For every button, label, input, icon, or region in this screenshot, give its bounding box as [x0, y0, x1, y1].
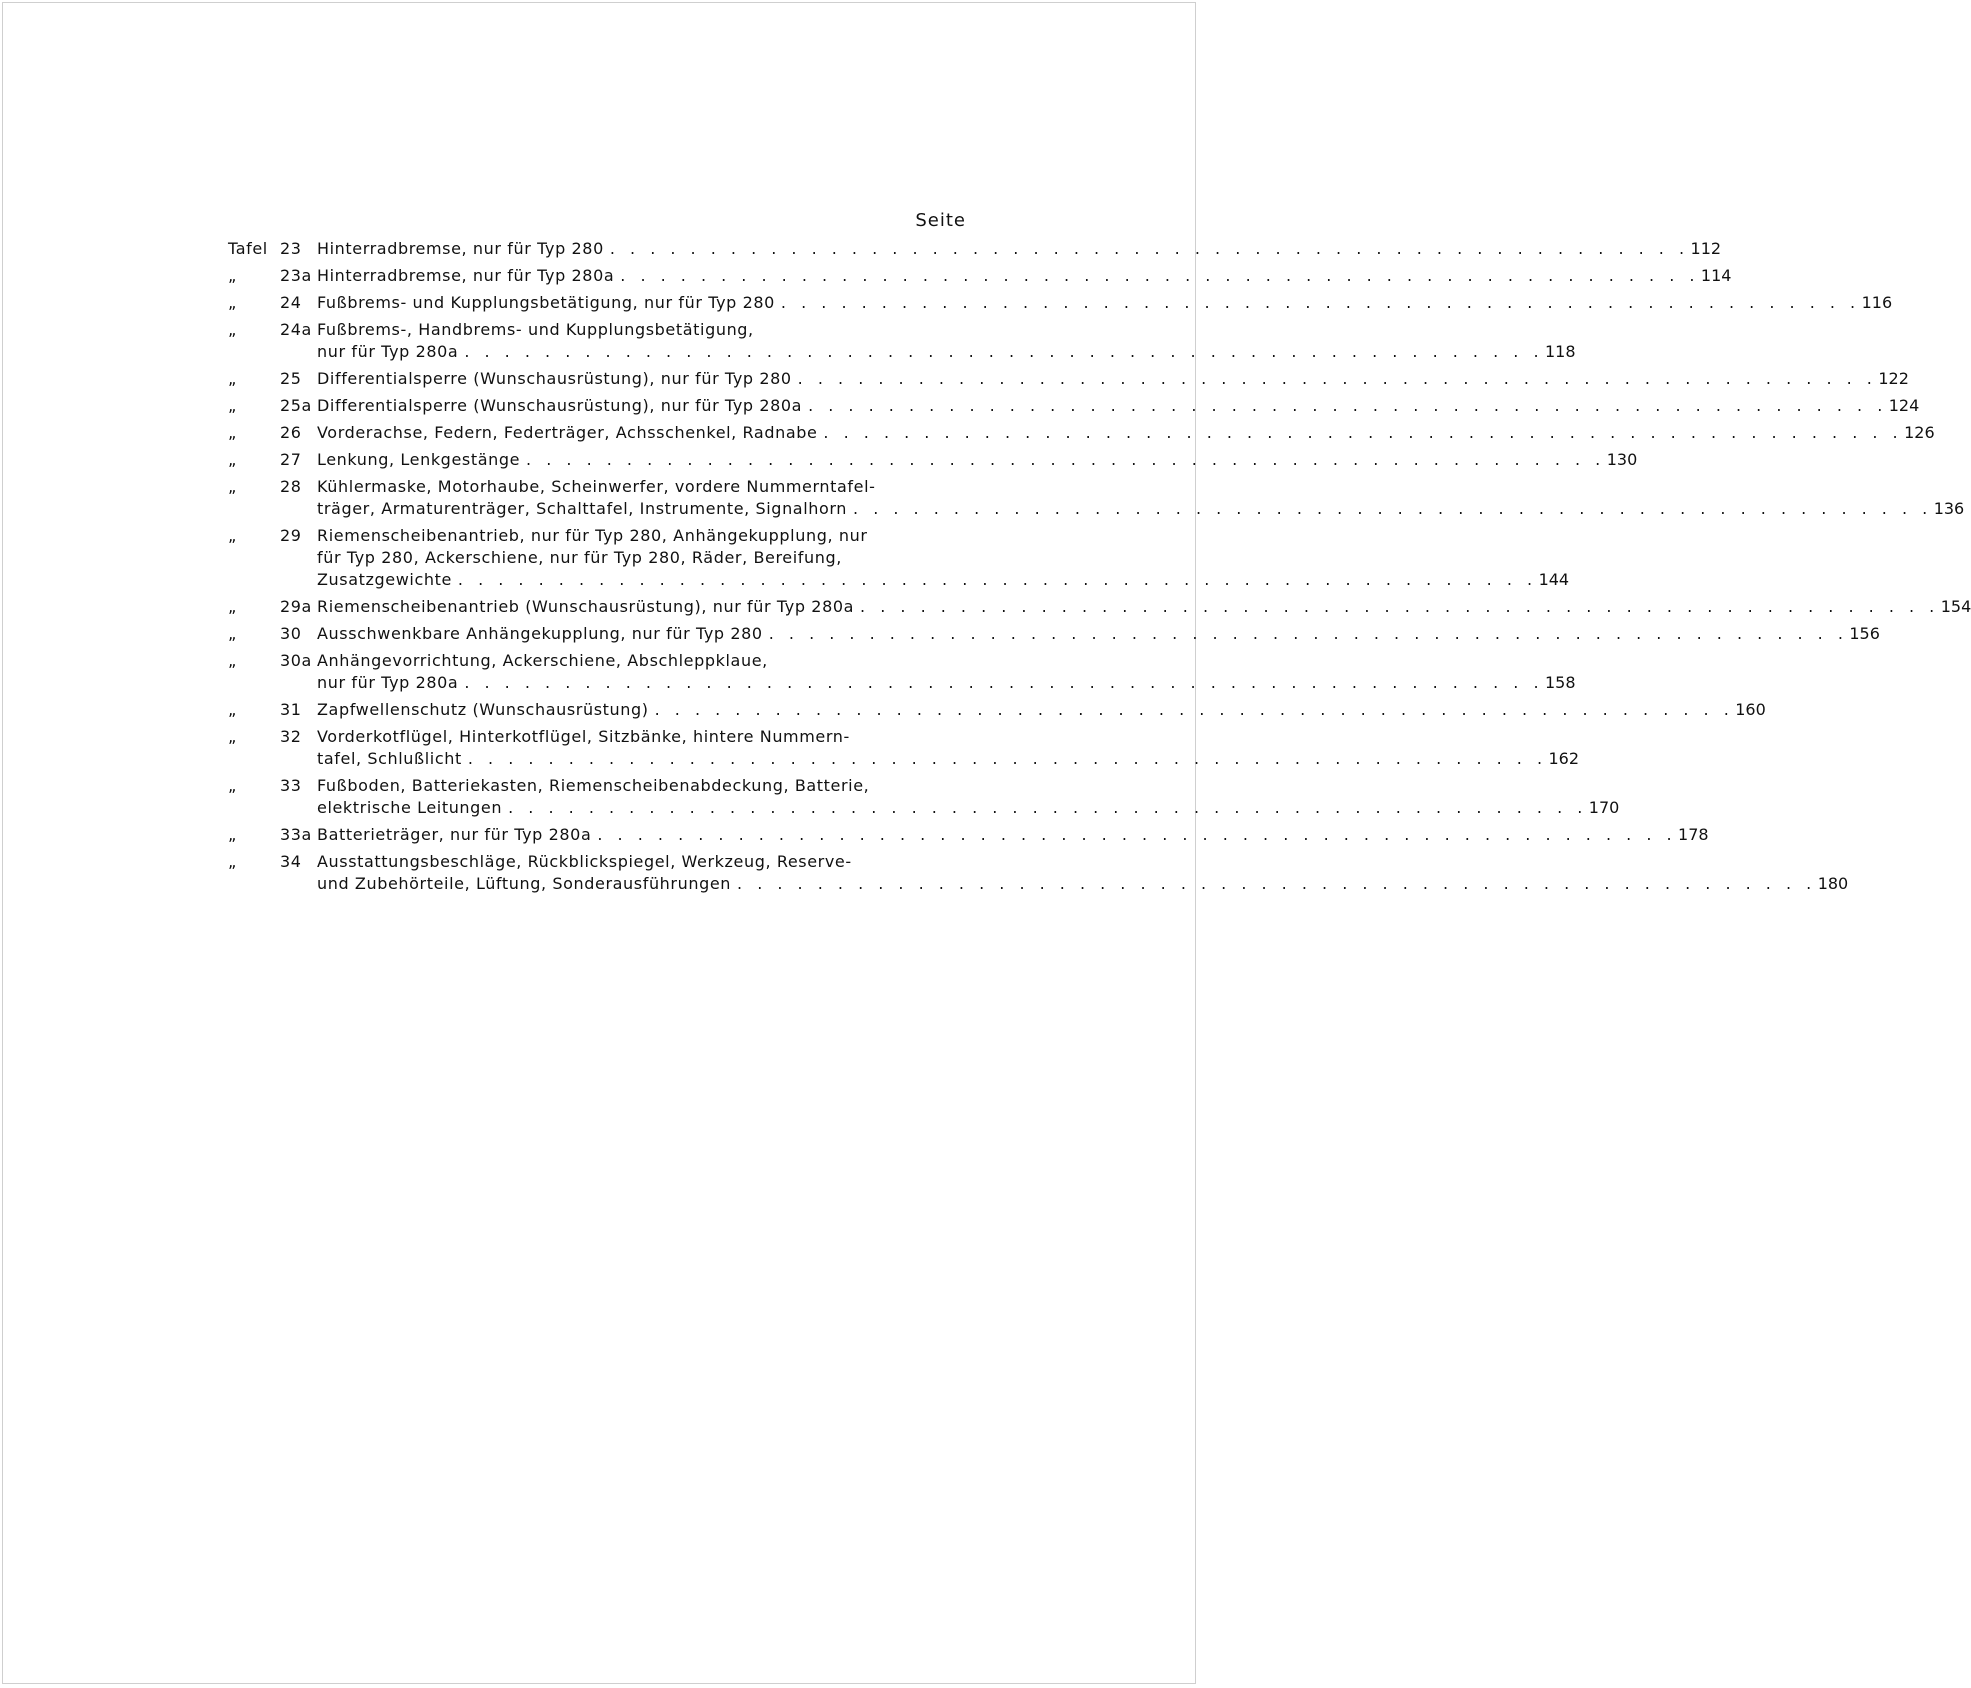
toc-entry-line	[317, 449, 1638, 471]
toc-entry-title: Batterieträger, nur für Typ 280a	[317, 825, 592, 844]
toc-entry-title: Vorderachse, Federn, Federträger, Achsschenkel, Radnabe	[317, 423, 818, 442]
toc-prefix: „	[228, 624, 237, 643]
toc-entry-body	[317, 596, 1971, 618]
toc-entry-line	[317, 368, 1909, 390]
dot-leader: . . . . . . . . . . . . . . . . . . . . . . . . . . . . . . . . . . . . . . . . . . . . . . . . . . . . . .	[464, 673, 1544, 692]
toc-entry-line	[317, 650, 966, 672]
toc-prefix: „	[228, 369, 237, 388]
page-number: 144	[1538, 570, 1570, 589]
page-number: 112	[1690, 239, 1722, 258]
toc-entry-body	[317, 623, 1880, 645]
page-number: 118	[1544, 342, 1576, 361]
tafel-number: 34	[280, 852, 302, 871]
tafel-number: 32	[280, 727, 302, 746]
toc-entry-title: und Zubehörteile, Lüftung, Sonderausführungen	[317, 874, 732, 893]
toc-prefix: „	[228, 651, 237, 670]
dot-leader: . . . . . . . . . . . . . . . . . . . . . . . . . . . . . . . . . . . . . . . . . . . . . . . . . . . . . .	[853, 499, 1933, 518]
tafel-number: 23	[280, 239, 302, 258]
dot-leader: . . . . . . . . . . . . . . . . . . . . . . . . . . . . . . . . . . . . . . . . . . . . . . . . . . . . . .	[780, 293, 1861, 312]
toc-entry-title: Anhängevorrichtung, Ackerschiene, Abschleppklaue,	[317, 651, 768, 670]
toc-entry	[228, 775, 1620, 819]
page-number: 122	[1878, 369, 1909, 388]
toc-entry	[228, 292, 1893, 314]
toc-entry-line	[317, 873, 1849, 895]
tafel-number: 33a	[280, 825, 312, 844]
toc-entry-title: Kühlermaske, Motorhaube, Scheinwerfer, vordere Nummerntafel-	[317, 477, 876, 496]
dot-leader: . . . . . . . . . . . . . . . . . . . . . . . . . . . . . . . . . . . . . . . . . . . . . . . . . . . . . .	[860, 597, 1940, 616]
toc-prefix: „	[228, 825, 237, 844]
seite-header: Seite	[915, 210, 966, 231]
page-number: 124	[1888, 396, 1920, 415]
toc-entry	[228, 525, 1570, 591]
toc-entry-line	[317, 422, 1935, 444]
toc-entry	[228, 623, 1880, 645]
dot-leader: . . . . . . . . . . . . . . . . . . . . . . . . . . . . . . . . . . . . . . . . . . . . . . . . . . . . . .	[768, 624, 1848, 643]
tafel-number: 30a	[280, 651, 312, 670]
toc-prefix: „	[228, 597, 237, 616]
toc-entry	[228, 449, 1638, 471]
dot-leader: . . . . . . . . . . . . . . . . . . . . . . . . . . . . . . . . . . . . . . . . . . . . . . . . . . . . . .	[823, 423, 1903, 442]
table-of-contents	[228, 210, 1971, 900]
dot-leader: . . . . . . . . . . . . . . . . . . . . . . . . . . . . . . . . . . . . . . . . . . . . . . . . . . . . . .	[597, 825, 1677, 844]
toc-entry	[228, 395, 1920, 417]
toc-prefix: „	[228, 852, 237, 871]
toc-entry	[228, 699, 1766, 721]
toc-entry	[228, 851, 1849, 895]
page-number: 180	[1817, 874, 1849, 893]
toc-entry-body	[317, 395, 1920, 417]
toc-entry-line	[317, 748, 1580, 770]
toc-entry-line	[317, 341, 1576, 363]
toc-entry-title: Fußboden, Batteriekasten, Riemenscheibenabdeckung, Batterie,	[317, 776, 870, 795]
toc-entry-line	[317, 569, 1570, 591]
toc-entry-line	[317, 238, 1722, 260]
dot-leader: . . . . . . . . . . . . . . . . . . . . . . . . . . . . . . . . . . . . . . . . . . . . . . . . . . . . . .	[654, 700, 1734, 719]
toc-entry	[228, 265, 1732, 287]
toc-entry-title: Differentialsperre (Wunschausrüstung), nur für Typ 280a	[317, 396, 803, 415]
toc-prefix: „	[228, 320, 237, 339]
toc-entry-line	[317, 498, 1965, 520]
toc-prefix: „	[228, 477, 237, 496]
dot-leader: . . . . . . . . . . . . . . . . . . . . . . . . . . . . . . . . . . . . . . . . . . . . . . . . . . . . . .	[464, 342, 1544, 361]
toc-entry-title: Ausschwenkbare Anhängekupplung, nur für Typ 280	[317, 624, 763, 643]
toc-entry-line	[317, 851, 966, 873]
tafel-number: 29a	[280, 597, 312, 616]
toc-entry-line	[317, 596, 1971, 618]
toc-entry-title: Zusatzgewichte	[317, 570, 452, 589]
tafel-number: 24a	[280, 320, 312, 339]
toc-entry	[228, 726, 1580, 770]
toc-entry-body	[317, 238, 1722, 260]
toc-prefix: Tafel	[228, 239, 268, 258]
toc-entry	[228, 596, 1971, 618]
page-number: 158	[1544, 673, 1576, 692]
toc-entry-title: elektrische Leitungen	[317, 798, 503, 817]
tafel-number: 33	[280, 776, 302, 795]
dot-leader: . . . . . . . . . . . . . . . . . . . . . . . . . . . . . . . . . . . . . . . . . . . . . . . . . . . . . .	[737, 874, 1817, 893]
toc-entry-title: Lenkung, Lenkgestänge	[317, 450, 521, 469]
toc-entry-line	[317, 319, 966, 341]
toc-prefix: „	[228, 450, 237, 469]
toc-entry-line	[317, 623, 1880, 645]
toc-entry-title: Riemenscheibenantrieb, nur für Typ 280, Anhängekupplung, nur	[317, 526, 868, 545]
dot-leader: . . . . . . . . . . . . . . . . . . . . . . . . . . . . . . . . . . . . . . . . . . . . . . . . . . . . . .	[609, 239, 1690, 258]
tafel-number: 24	[280, 293, 302, 312]
page-number: 126	[1904, 423, 1935, 442]
toc-entry-body	[317, 265, 1732, 287]
toc-entry-title: für Typ 280, Ackerschiene, nur für Typ 280, Räder, Bereifung,	[317, 548, 842, 567]
toc-entry-title: Fußbrems- und Kupplungsbetätigung, nur für Typ 280	[317, 293, 775, 312]
toc-entry-body	[317, 650, 1576, 694]
toc-entry-body	[317, 319, 1576, 363]
tafel-number: 31	[280, 700, 302, 719]
page-number: 136	[1933, 499, 1965, 518]
toc-prefix: „	[228, 700, 237, 719]
page-number: 154	[1940, 597, 1971, 616]
toc-entry-line	[317, 726, 966, 748]
toc-entry-body	[317, 851, 1849, 895]
tafel-number: 27	[280, 450, 302, 469]
toc-prefix: „	[228, 526, 237, 545]
toc-entry-title: nur für Typ 280a	[317, 342, 459, 361]
dot-leader: . . . . . . . . . . . . . . . . . . . . . . . . . . . . . . . . . . . . . . . . . . . . . . . . . . . . . .	[808, 396, 1888, 415]
page-number: 114	[1700, 266, 1732, 285]
dot-leader: . . . . . . . . . . . . . . . . . . . . . . . . . . . . . . . . . . . . . . . . . . . . . . . . . . . . . .	[467, 749, 1548, 768]
dot-leader: . . . . . . . . . . . . . . . . . . . . . . . . . . . . . . . . . . . . . . . . . . . . . . . . . . . . . .	[457, 570, 1538, 589]
tafel-number: 26	[280, 423, 302, 442]
dot-leader: . . . . . . . . . . . . . . . . . . . . . . . . . . . . . . . . . . . . . . . . . . . . . . . . . . . . . .	[797, 369, 1877, 388]
toc-entry-title: Differentialsperre (Wunschausrüstung), nur für Typ 280	[317, 369, 792, 388]
toc-entry-body	[317, 422, 1935, 444]
toc-entry	[228, 422, 1935, 444]
toc-entry-body	[317, 292, 1893, 314]
toc-entry	[228, 824, 1709, 846]
toc-entry-body	[317, 775, 1620, 819]
tafel-number: 25a	[280, 396, 312, 415]
toc-entry-body	[317, 476, 1965, 520]
toc-entry-line	[317, 797, 1620, 819]
toc-entry-line	[317, 395, 1920, 417]
tafel-number: 29	[280, 526, 302, 545]
page-number: 116	[1861, 293, 1893, 312]
toc-entry-title: Hinterradbremse, nur für Typ 280a	[317, 266, 615, 285]
page-number: 178	[1678, 825, 1709, 844]
toc-entry-line	[317, 824, 1709, 846]
toc-prefix: „	[228, 776, 237, 795]
toc-entry-line	[317, 525, 966, 547]
tafel-number: 30	[280, 624, 302, 643]
toc-entry	[228, 650, 1576, 694]
page-number: 130	[1606, 450, 1638, 469]
toc-entry	[228, 476, 1965, 520]
toc-entry	[228, 238, 1722, 260]
page-number: 156	[1849, 624, 1880, 643]
toc-entry-title: Riemenscheibenantrieb (Wunschausrüstung), nur für Typ 280a	[317, 597, 855, 616]
toc-entry-line	[317, 292, 1893, 314]
dot-leader: . . . . . . . . . . . . . . . . . . . . . . . . . . . . . . . . . . . . . . . . . . . . . . . . . . . . . .	[526, 450, 1606, 469]
toc-entry-body	[317, 726, 1580, 770]
toc-entry-title: Ausstattungsbeschläge, Rückblickspiegel, Werkzeug, Reserve-	[317, 852, 852, 871]
toc-entry-title: Zapfwellenschutz (Wunschausrüstung)	[317, 700, 649, 719]
tafel-number: 28	[280, 477, 302, 496]
toc-entry-body	[317, 449, 1638, 471]
toc-entry-line	[317, 775, 966, 797]
tafel-number: 23a	[280, 266, 312, 285]
dot-leader: . . . . . . . . . . . . . . . . . . . . . . . . . . . . . . . . . . . . . . . . . . . . . . . . . . . . . .	[508, 798, 1588, 817]
toc-prefix: „	[228, 266, 237, 285]
page-number: 160	[1735, 700, 1766, 719]
toc-entry-line	[317, 699, 1766, 721]
toc-entry-line	[317, 672, 1576, 694]
toc-entry-body	[317, 824, 1709, 846]
page-number: 162	[1548, 749, 1580, 768]
toc-entry-title: nur für Typ 280a	[317, 673, 459, 692]
toc-entry-line	[317, 476, 966, 498]
toc-entry-title: träger, Armaturenträger, Schalttafel, Instrumente, Signalhorn	[317, 499, 848, 518]
toc-entry	[228, 319, 1576, 363]
toc-prefix: „	[228, 423, 237, 442]
toc-entry-line	[317, 265, 1732, 287]
toc-entry-title: Fußbrems-, Handbrems- und Kupplungsbetätigung,	[317, 320, 754, 339]
toc-entry-title: Vorderkotflügel, Hinterkotflügel, Sitzbänke, hintere Nummern-	[317, 727, 850, 746]
toc-prefix: „	[228, 293, 237, 312]
tafel-number: 25	[280, 369, 302, 388]
toc-entry-title: tafel, Schlußlicht	[317, 749, 462, 768]
toc-entries	[228, 238, 1971, 895]
toc-entry-body	[317, 368, 1909, 390]
page-number: 170	[1588, 798, 1620, 817]
toc-entry-body	[317, 525, 1570, 591]
toc-prefix: „	[228, 396, 237, 415]
toc-prefix: „	[228, 727, 237, 746]
toc-entry-line	[317, 547, 966, 569]
toc-entry-body	[317, 699, 1766, 721]
dot-leader: . . . . . . . . . . . . . . . . . . . . . . . . . . . . . . . . . . . . . . . . . . . . . . . . . . . . . .	[620, 266, 1700, 285]
toc-entry-title: Hinterradbremse, nur für Typ 280	[317, 239, 604, 258]
toc-entry	[228, 368, 1909, 390]
